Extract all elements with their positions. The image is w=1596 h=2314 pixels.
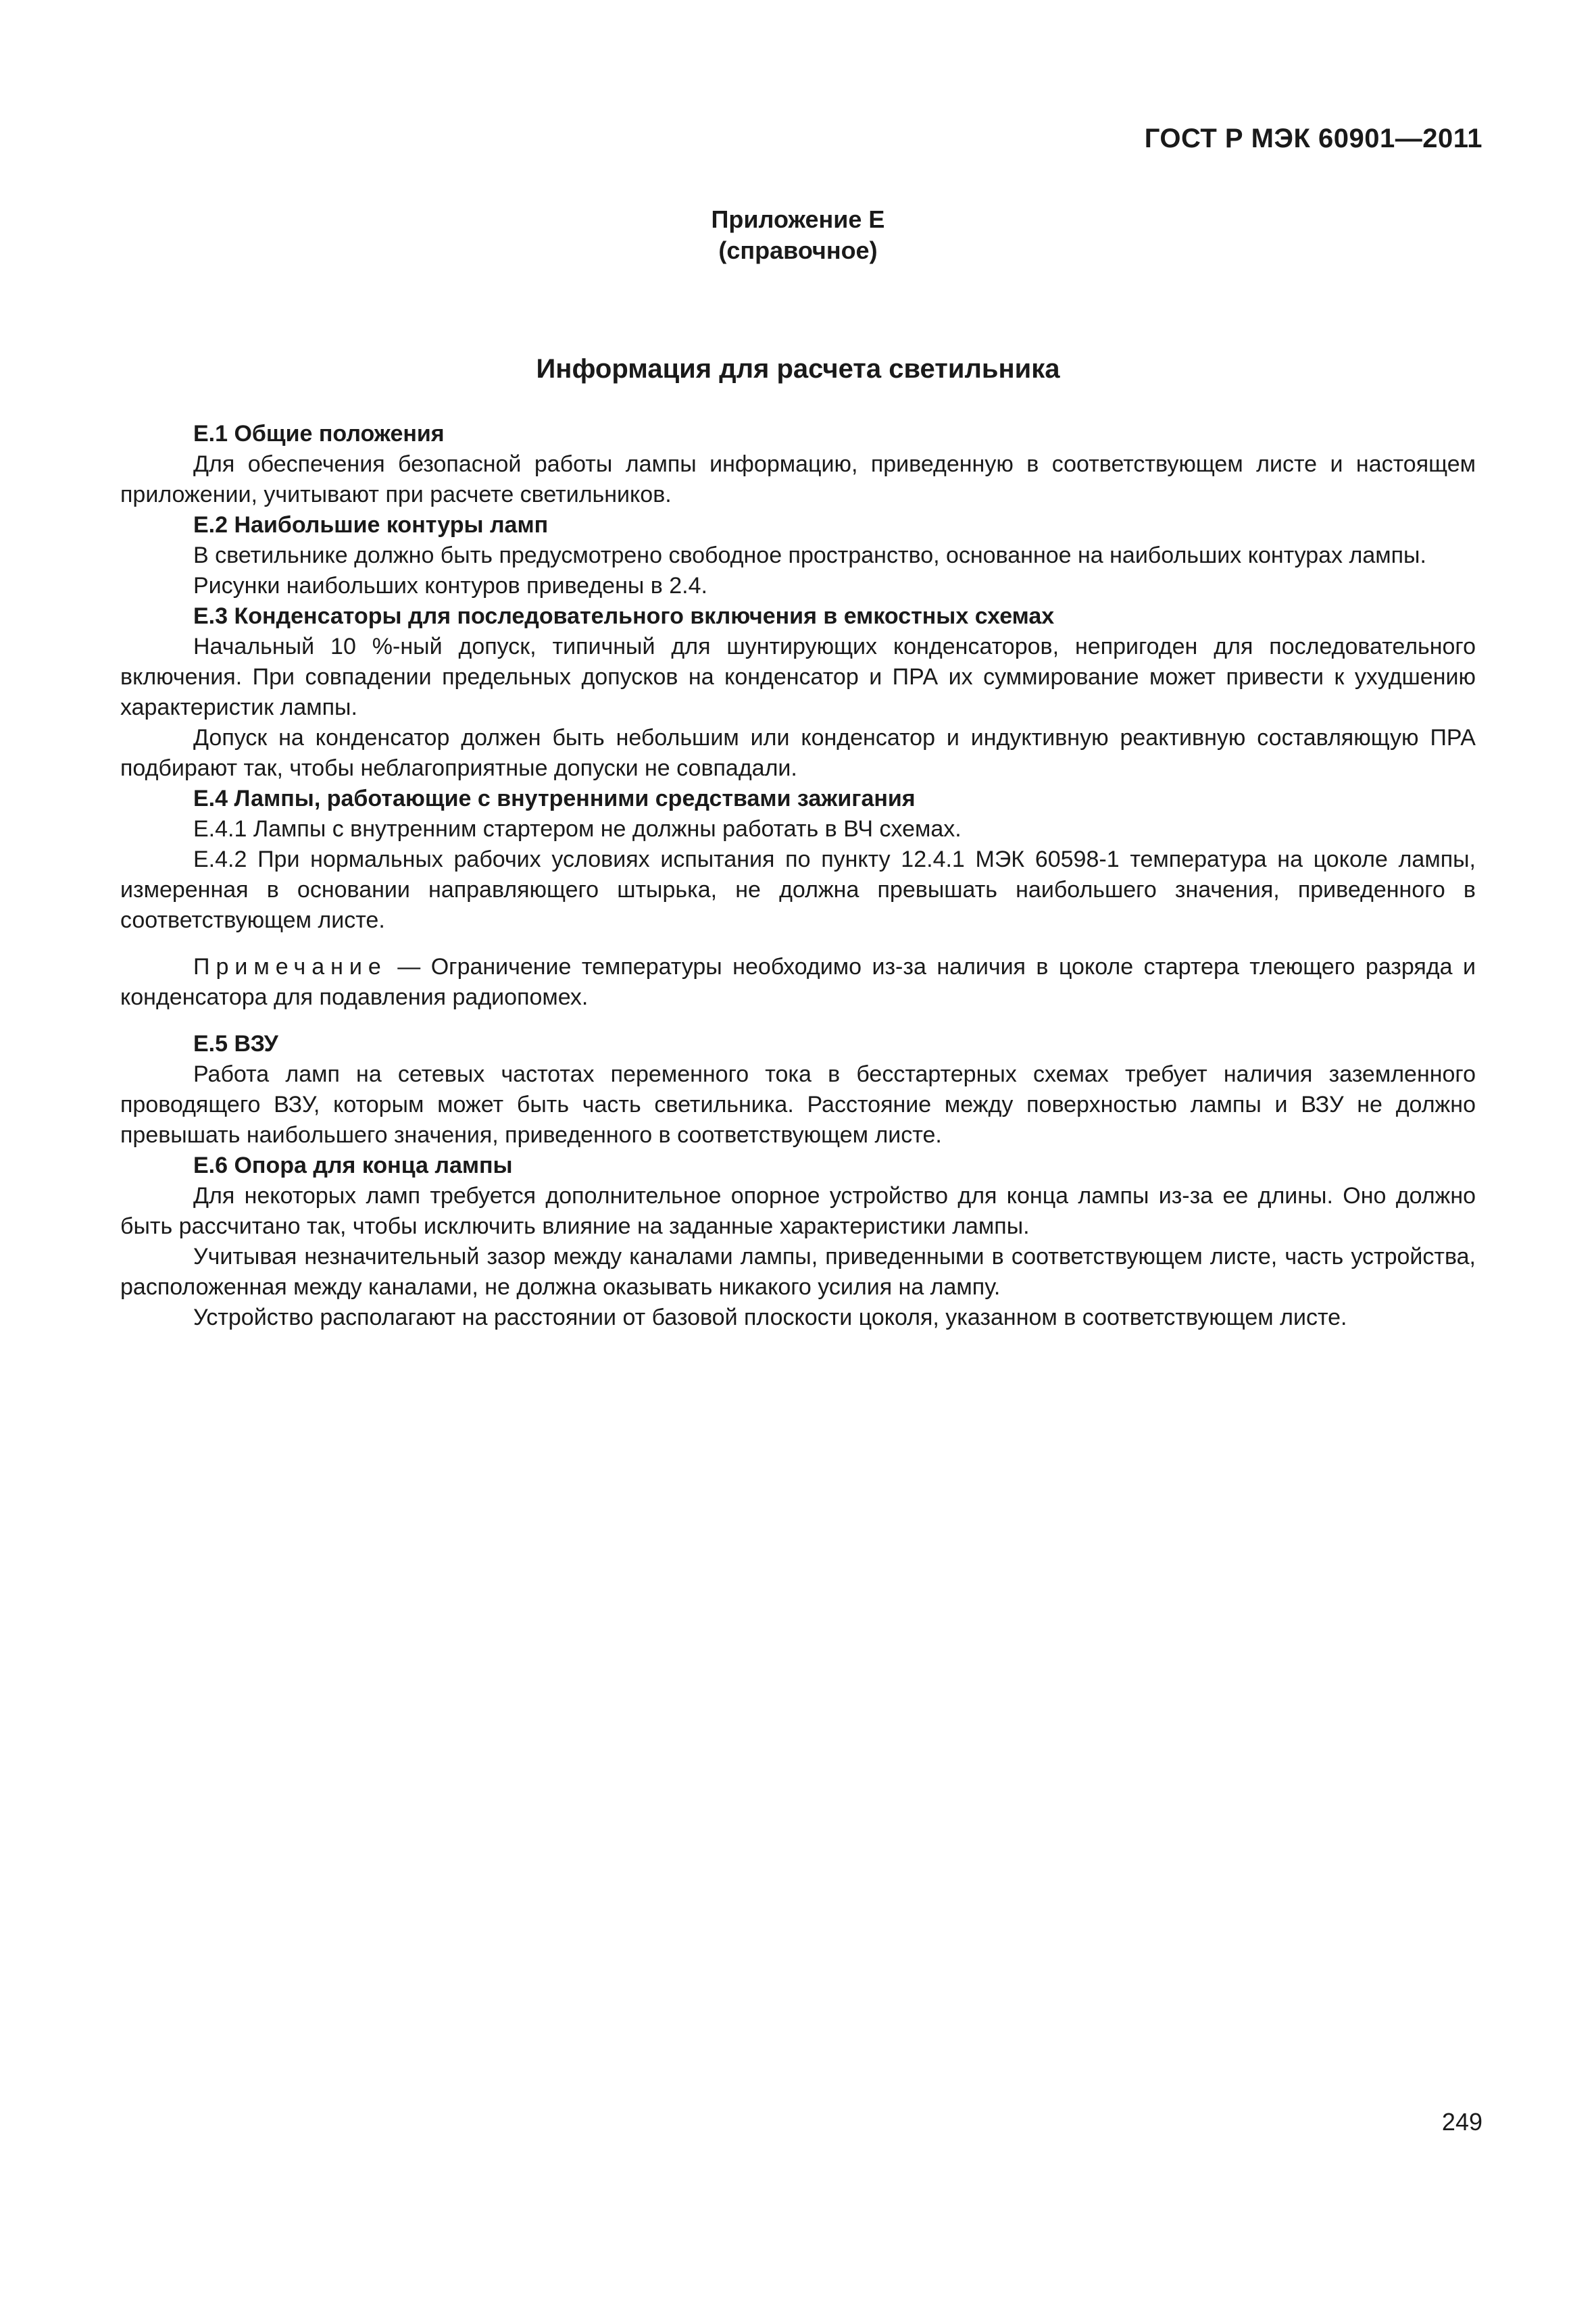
section-e6-paragraph-3: Устройство располагают на расстоянии от базовой плоскости цоколя, указанном в соответствующем листе. [193,1305,1347,1330]
note-text: — Ограничение температуры необходимо из-за наличия в цоколе стартера тлеющего разряда и конденсатора для подавления радиопомех. [120,954,1476,1010]
section-e1-paragraph: Для обеспечения безопасной работы лампы информацию, приведенную в соответствующем листе и настоящем приложении, учитывают при расчете светильников. [120,451,1476,507]
section-e2-heading: Е.2 Наибольшие контуры ламп [193,512,549,538]
document-code: ГОСТ Р МЭК 60901—2011 [1144,124,1482,153]
section-e5-heading: Е.5 ВЗУ [193,1031,278,1057]
section-e1-heading: Е.1 Общие положения [193,421,445,447]
appendix-heading [0,204,1596,266]
page-title: Информация для расчета светильника [536,354,1060,384]
section-e2-paragraph-2: Рисунки наибольших контуров приведены в 2.4. [193,573,707,599]
section-e4-heading: Е.4 Лампы, работающие с внутренними средствами зажигания [193,786,916,811]
document-body [120,419,1476,1333]
section-e3-paragraph-1: Начальный 10 %-ный допуск, типичный для шунтирующих конденсаторов, непригоден для последовательного включения. При совпадении предельных допусков на конденсатор и ПРА их суммирование может привести к ухудшению характеристик лампы. [120,634,1476,720]
section-e4-paragraph-1: Е.4.1 Лампы с внутренним стартером не должны работать в ВЧ схемах. [193,816,962,842]
section-e4-note [120,952,1476,1013]
section-e3-paragraph-2: Допуск на конденсатор должен быть небольшим или конденсатор и индуктивную реактивную составляющую ПРА подбирают так, чтобы неблагоприятные допуски не совпадали. [120,725,1476,781]
note-label: Примечание [193,954,387,980]
section-e6-paragraph-2: Учитывая незначительный зазор между каналами лампы, приведенными в соответствующем листе, часть устройства, расположенная между каналами, не должна оказывать никакого усилия на лампу. [120,1244,1476,1300]
page-number: 249 [1441,2108,1482,2136]
section-e6-heading: Е.6 Опора для конца лампы [193,1153,513,1178]
section-e2-paragraph-1: В светильнике должно быть предусмотрено свободное пространство, основанное на наибольших контурах лампы. [193,543,1426,568]
section-e5-paragraph: Работа ламп на сетевых частотах переменного тока в бесстартерных схемах требует наличия заземленного проводящего ВЗУ, которым может быть часть светильника. Расстояние между поверхностью лампы и ВЗУ не должно превышать наибольшего значения, приведенного в соответствующем листе. [120,1061,1476,1148]
section-e4-paragraph-2: Е.4.2 При нормальных рабочих условиях испытания по пункту 12.4.1 МЭК 60598-1 температура на цоколе лампы, измеренная в основании направляющего штырька, не должна превышать наибольшего значения, приведенного в соответствующем листе. [120,847,1476,933]
section-e6-paragraph-1: Для некоторых ламп требуется дополнительное опорное устройство для конца лампы из-за ее длины. Оно должно быть рассчитано так, чтобы исключить влияние на заданные характеристики лампы. [120,1183,1476,1239]
appendix-label: Приложение Е [711,205,885,233]
appendix-kind: (справочное) [718,236,878,264]
section-e3-heading: Е.3 Конденсаторы для последовательного включения в емкостных схемах [193,603,1055,629]
